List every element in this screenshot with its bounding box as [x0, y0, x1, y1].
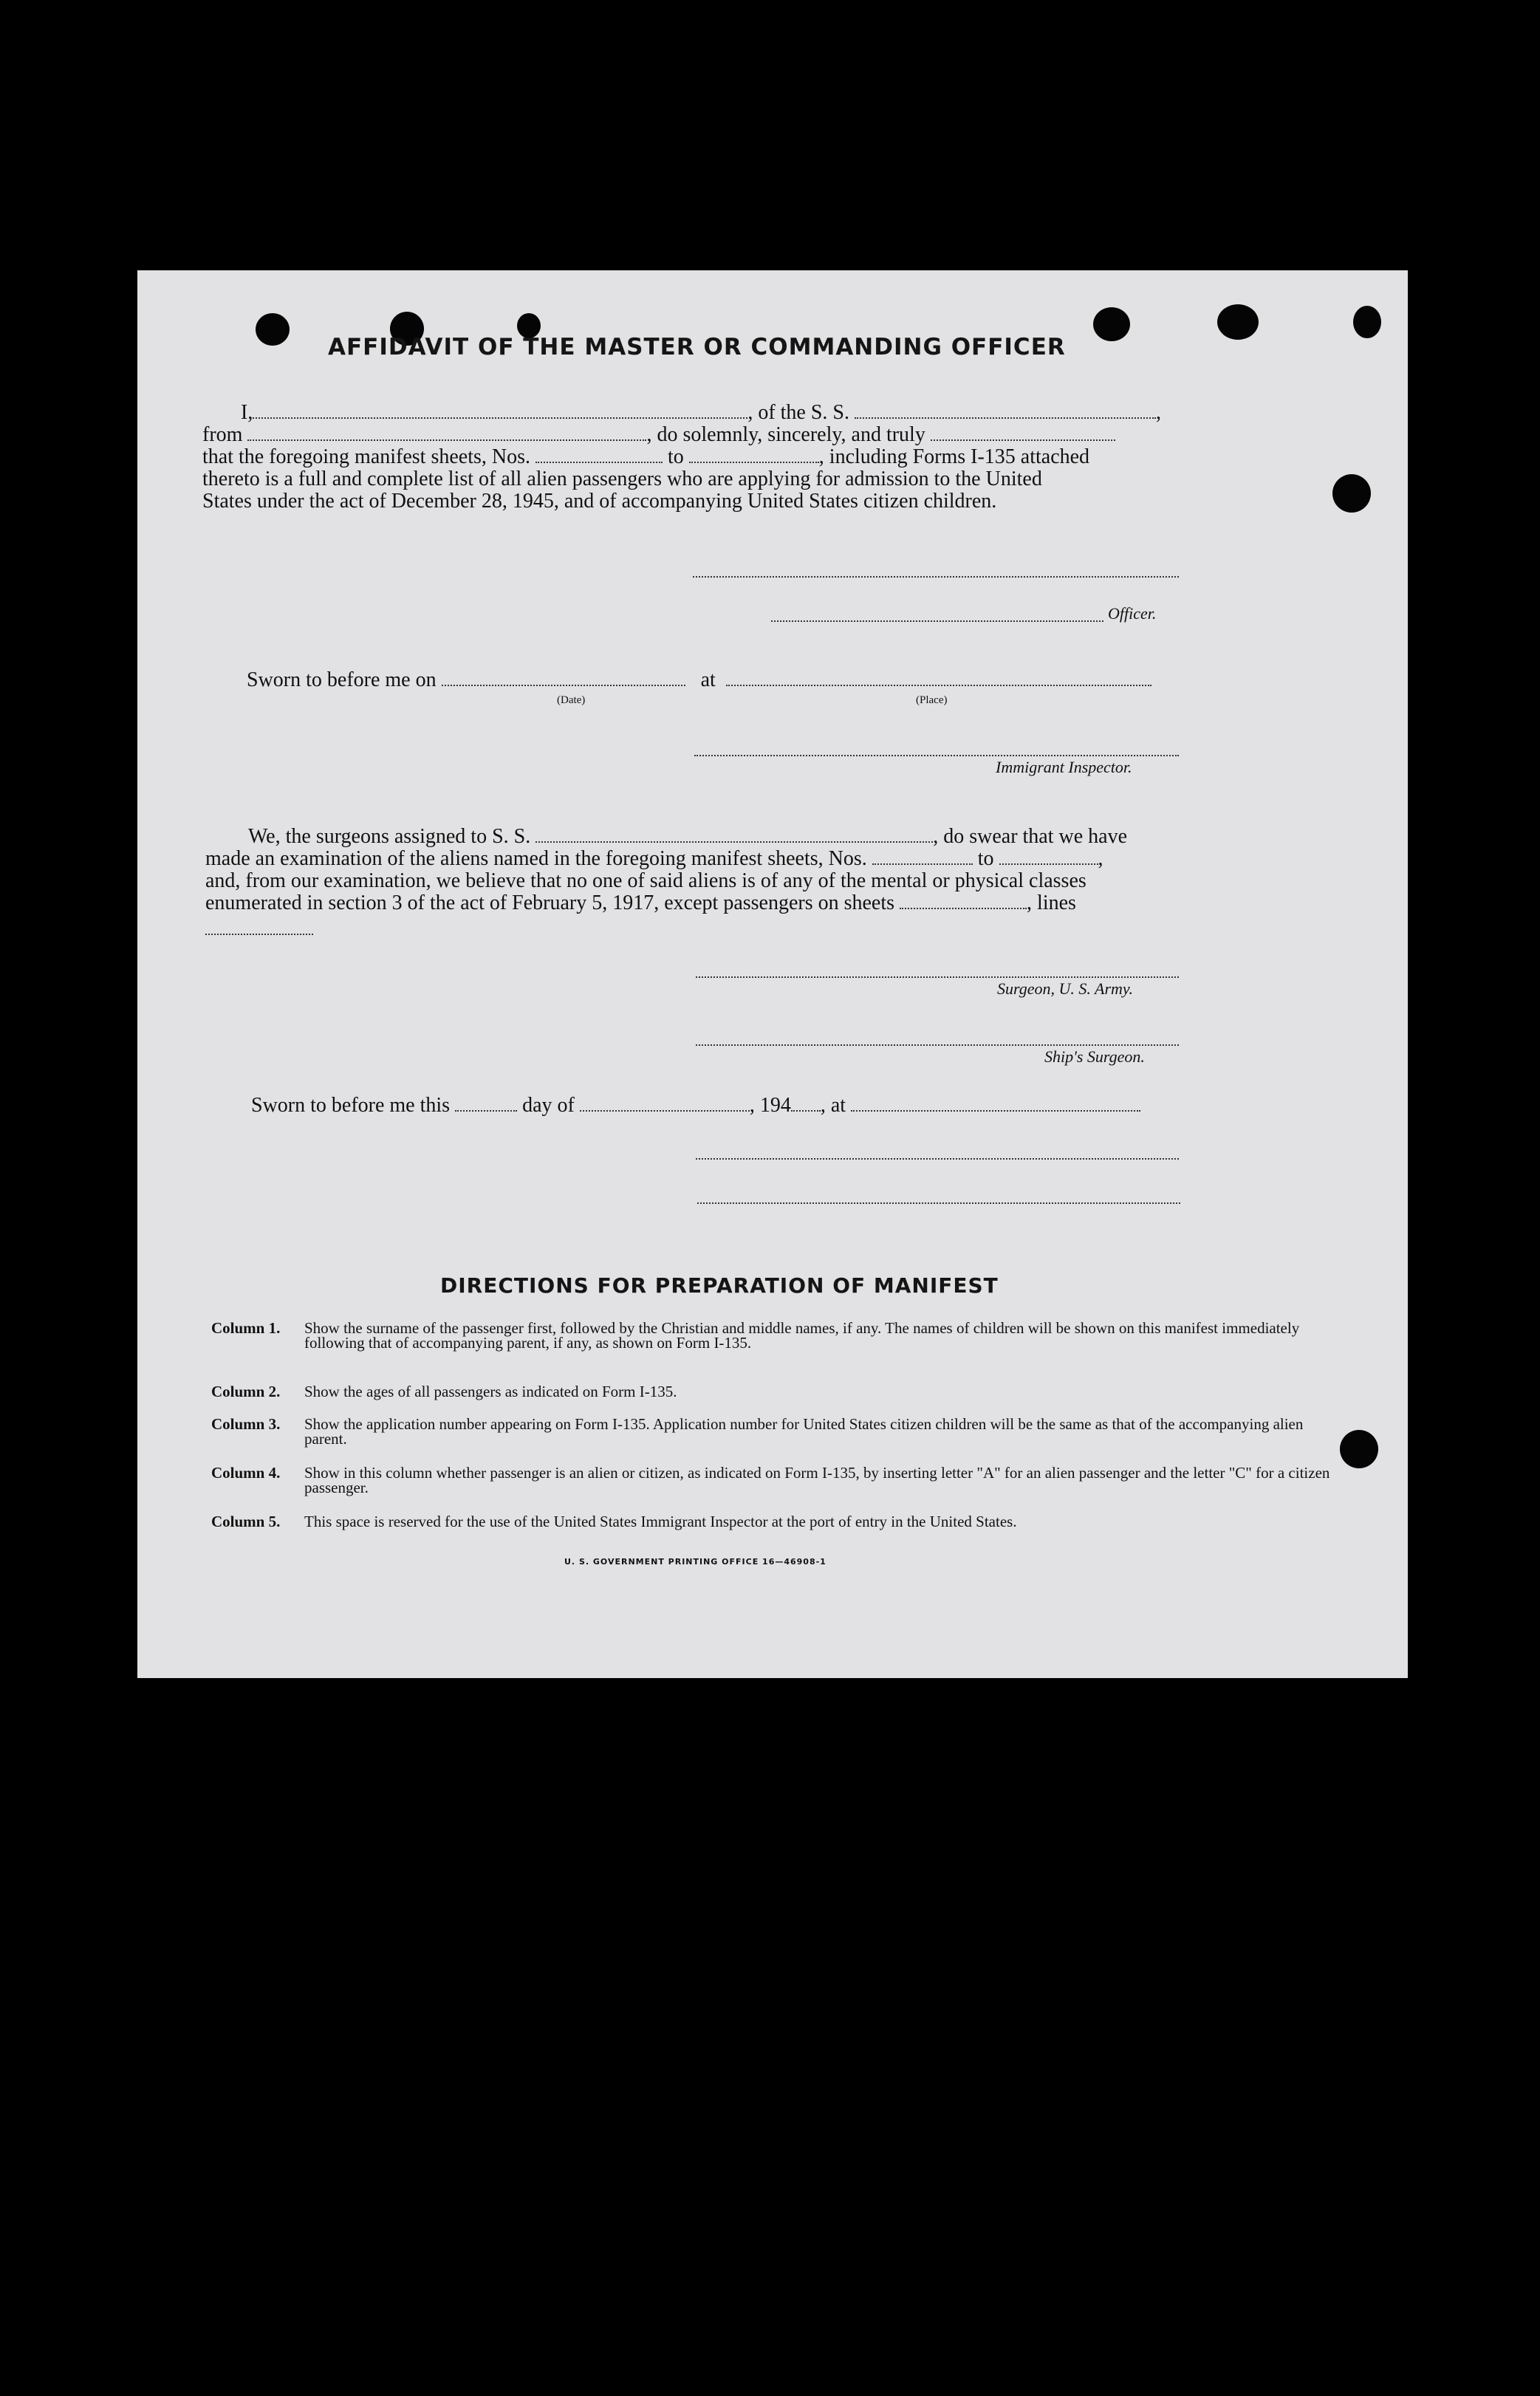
punch-hole [1332, 474, 1371, 513]
sworn-place-field[interactable] [726, 670, 1151, 686]
truly-field[interactable] [931, 425, 1115, 441]
officer-signature-line[interactable] [693, 576, 1179, 578]
army-surgeon-signature-line[interactable] [696, 976, 1179, 978]
except-sheets-field[interactable] [900, 893, 1027, 909]
sheet-from-field[interactable] [535, 447, 663, 463]
surgeons-line-1: We, the surgeons assigned to S. S. , do swear that we have [248, 825, 1128, 848]
page-title: AFFIDAVIT OF THE MASTER OR COMMANDING OFFICER [328, 334, 1066, 360]
inspector-caption: Immigrant Inspector. [996, 758, 1132, 776]
place-caption: (Place) [916, 694, 948, 706]
surgeons-line-2: made an examination of the aliens named in the foregoing manifest sheets, Nos. to , [205, 847, 1103, 870]
printing-office-footer: U. S. GOVERNMENT PRINTING OFFICE 16—46908-1 [564, 1557, 827, 1567]
officer-name-line[interactable] [771, 620, 1103, 622]
sworn-day-field[interactable] [455, 1095, 517, 1112]
affidavit-line-5: States under the act of December 28, 1945, and of accompanying United States citizen children. [202, 490, 997, 513]
surgeons-ship-field[interactable] [535, 826, 933, 843]
surgeons-line-3: and, from our examination, we believe that no one of said aliens is of any of the mental or physical classes [205, 869, 1086, 892]
punch-hole [1340, 1430, 1378, 1468]
affidavit-line-3: that the foregoing manifest sheets, Nos. to , including Forms I-135 attached [202, 445, 1090, 468]
ship-field[interactable] [855, 403, 1156, 419]
official-signature-line[interactable] [696, 1158, 1179, 1160]
affidavit-line-2: from , do solemnly, sincerely, and truly [202, 424, 1115, 446]
sheet-to-field[interactable] [689, 447, 819, 463]
inspector-signature-line[interactable] [694, 755, 1179, 756]
affidavit-line-4: thereto is a full and complete list of all alien passengers who are applying for admission to the United [202, 468, 1042, 490]
form-page: AFFIDAVIT OF THE MASTER OR COMMANDING OFFICER I, , of the S. S. , from , do solemnly, sincerely, and truly that the foregoing manifest sheets, Nos. to , including Forms I-135 attached thereto is a full and complete list of all alien passengers who are applying for admission to the United States under the act of December 28, 1945, and of accompanying United States citizen children. Officer. Sworn to before me on at (Date) (Place) Immigrant Inspector. We, the surgeons assigned to S. S. , do swear that we have made an examination of the aliens named in the foregoing manifest sheets, Nos. to , and, from our examination, we believe that no one of said aliens is of any of the mental or physical classes enumerated in section 3 of the act of February 5, 1917, except passengers on sheets , lines Surgeon, U. S. Army. Ship's Surgeon. Sworn to before me this day of , 194 , at DIRECTIONS FOR PREPARATION OF MANIFEST Column 1. Show the surname of the passenger first, followed by the Christian and middle names, if any. The names of children will be shown on this manifest immediately following that of accompanying parent, if any, as shown on Form I-135. Column 2. Show the ages of all passengers as indicated on Form I-135. Column 3. Show the application number appearing on Form I-135. Application number for United States citizen children will be the same as that of the accompanying alien parent. Column 4. Show in this column whether passenger is an alien or citizen, as indicated on Form I-135, by inserting letter "A" for an alien passenger and the letter "C" for a citizen passenger. Column 5. This space is reserved for the use of the United States Immigrant Inspector at the port of entry in the United States. U. S. GOVERNMENT PRINTING OFFICE 16—46908-1 [137, 270, 1408, 1678]
punch-hole [1217, 304, 1259, 340]
directions-title: DIRECTIONS FOR PREPARATION OF MANIFEST [440, 1273, 999, 1298]
surgeons-line-4: enumerated in section 3 of the act of February 5, 1917, except passengers on sheets , lines [205, 891, 1076, 914]
surgeons-sheet-from-field[interactable] [872, 849, 973, 865]
ship-surgeon-signature-line[interactable] [696, 1044, 1179, 1046]
sworn-line-2: Sworn to before me this day of , 194 , at [251, 1095, 1140, 1117]
date-caption: (Date) [557, 694, 586, 706]
punch-hole [256, 313, 290, 346]
official-title-line[interactable] [697, 1202, 1180, 1204]
sworn-line-1: Sworn to before me on at [247, 669, 1151, 691]
sworn-at-field[interactable] [851, 1095, 1140, 1112]
from-field[interactable] [247, 425, 646, 441]
punch-hole [1353, 306, 1381, 338]
sworn-year-field[interactable] [791, 1095, 821, 1112]
punch-hole [1093, 307, 1130, 341]
officer-caption: Officer. [1108, 604, 1157, 623]
ship-surgeon-caption: Ship's Surgeon. [1044, 1047, 1145, 1066]
army-surgeon-caption: Surgeon, U. S. Army. [997, 979, 1133, 998]
surgeons-sheet-to-field[interactable] [999, 849, 1098, 865]
affidavit-line-1: I, , of the S. S. , [241, 401, 1162, 424]
sworn-date-field[interactable] [442, 670, 685, 686]
name-field[interactable] [253, 403, 747, 419]
sworn-month-field[interactable] [580, 1095, 750, 1112]
lines-field[interactable] [205, 934, 313, 935]
